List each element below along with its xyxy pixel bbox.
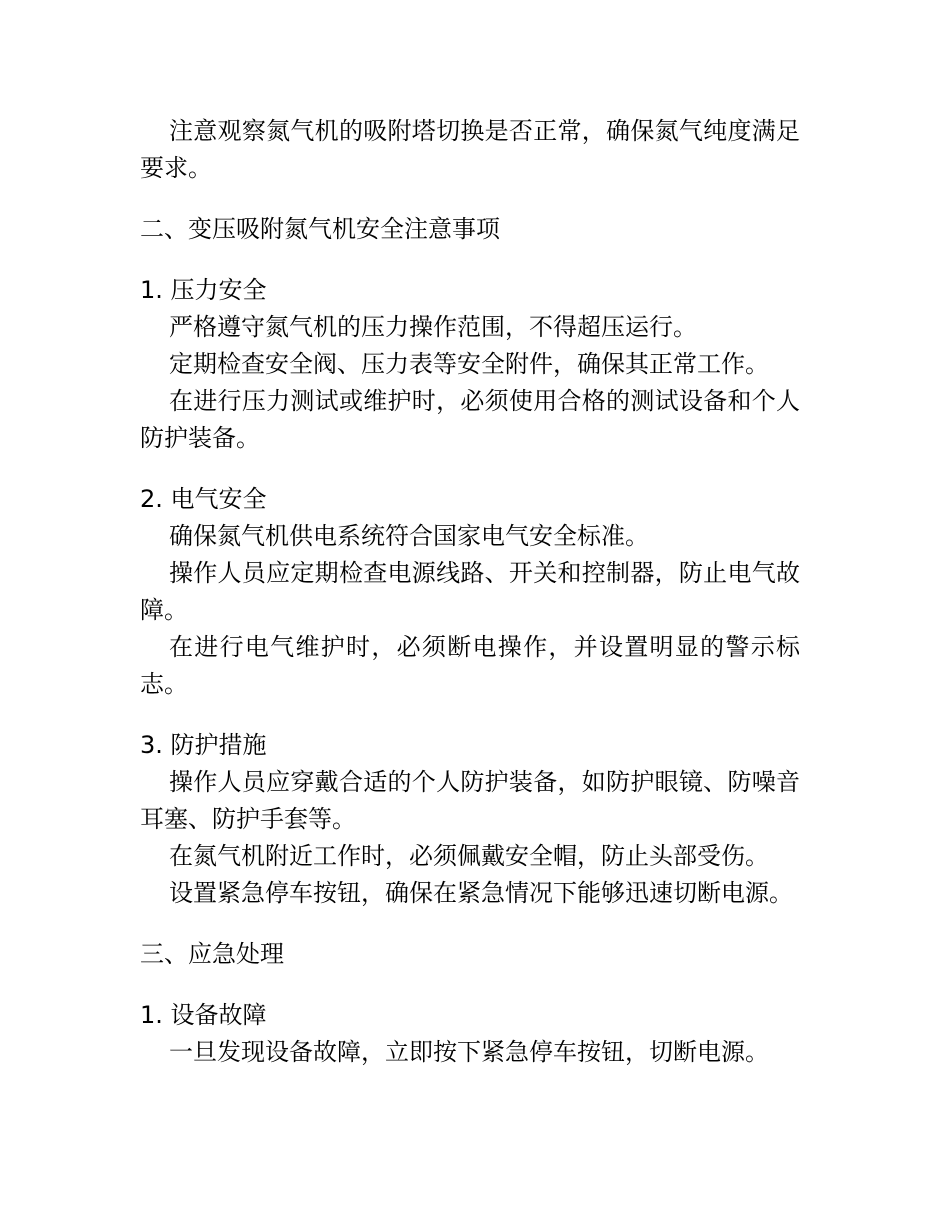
document-page xyxy=(140,113,800,1071)
section-2-1-title: 1. 压力安全 xyxy=(140,276,267,304)
intro-paragraph: 注意观察氮气机的吸附塔切换是否正常，确保氮气纯度满足要求。 xyxy=(140,117,800,182)
section-2-2-item: 操作人员应定期检查电源线路、开关和控制器，防止电气故障。 xyxy=(140,559,800,624)
section-2-title: 二、变压吸附氮气机安全注意事项 xyxy=(140,215,500,243)
section-2-1-item: 严格遵守氮气机的压力操作范围，不得超压运行。 xyxy=(169,313,697,341)
section-3-title: 三、应急处理 xyxy=(140,940,284,968)
section-2-2-title: 2. 电气安全 xyxy=(140,485,267,513)
section-3-1-title: 1. 设备故障 xyxy=(140,1001,267,1029)
section-2-3-item: 设置紧急停车按钮，确保在紧急情况下能够迅速切断电源。 xyxy=(169,879,793,907)
section-2-3-item: 操作人员应穿戴合适的个人防护装备，如防护眼镜、防噪音耳塞、防护手套等。 xyxy=(140,768,800,833)
section-2-1-item: 定期检查安全阀、压力表等安全附件，确保其正常工作。 xyxy=(169,350,769,378)
section-3-1-item: 一旦发现设备故障，立即按下紧急停车按钮，切断电源。 xyxy=(169,1038,769,1066)
section-2-2-item: 确保氮气机供电系统符合国家电气安全标准。 xyxy=(169,522,649,550)
section-2-3-item: 在氮气机附近工作时，必须佩戴安全帽，防止头部受伤。 xyxy=(169,842,769,870)
section-2-1-item: 在进行压力测试或维护时，必须使用合格的测试设备和个人防护装备。 xyxy=(140,387,800,452)
section-2-3-title: 3. 防护措施 xyxy=(140,731,267,759)
section-2-2-item: 在进行电气维护时，必须断电操作，并设置明显的警示标志。 xyxy=(140,633,800,698)
